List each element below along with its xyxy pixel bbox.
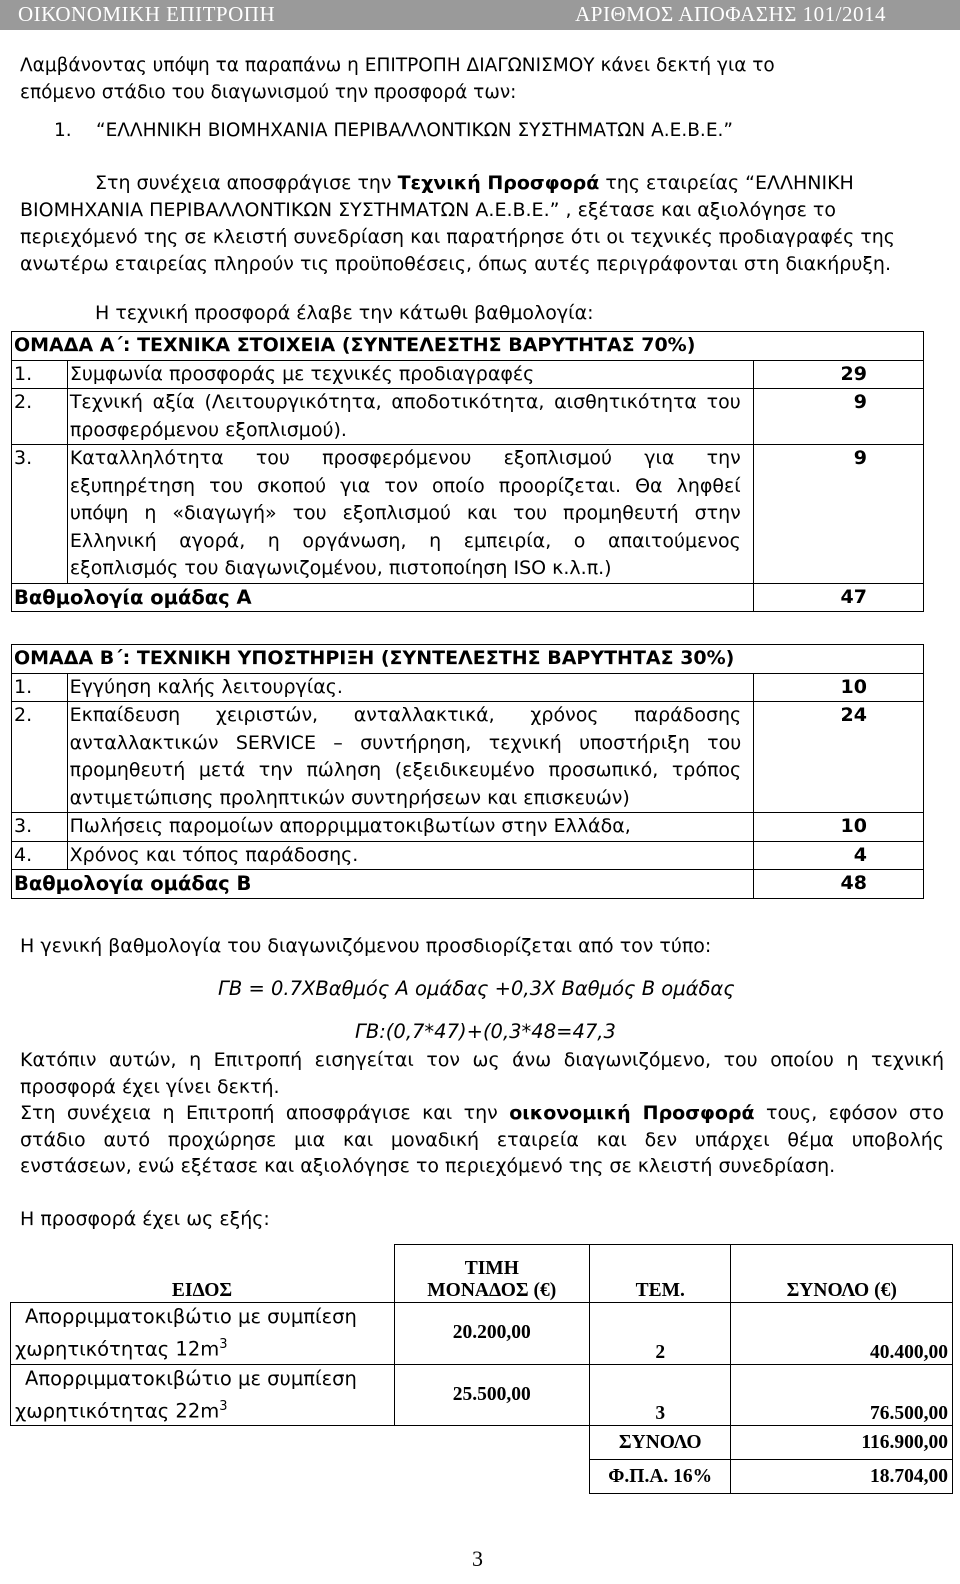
page-header [0, 0, 960, 30]
sum-label: ΣΥΝΟΛΟ [590, 1426, 731, 1460]
quantity: 2 [590, 1303, 731, 1365]
header-decision-number: ΑΡΙΘΜΟΣ ΑΠΟΦΑΣΗΣ 101/2014 [575, 2, 886, 26]
criterion-text [67, 813, 754, 842]
row-number: 1. [12, 360, 68, 389]
financial-offer-bold: οικονομική Προσφορά [509, 1102, 755, 1124]
conclusion-line-4: στάδιο αυτό προχώρησε μια και μοναδική εταιρεία και δεν υπάρχει θέμα υποβολής [20, 1129, 944, 1151]
table-row [11, 1460, 953, 1494]
tech-para-line-4: ανωτέρω εταιρείας πληρούν τις προϋποθέσεις, όπως αυτές περιγράφονται στη διακήρυξη. [20, 253, 891, 275]
group-b-total: 48 [754, 870, 924, 899]
item-line: Απορριμματοκιβώτιο με συμπίεση [25, 1366, 357, 1390]
criterion-score: 4 [754, 841, 924, 870]
table-row [12, 702, 924, 813]
item-line: Απορριμματοκιβώτιο με συμπίεση [25, 1305, 357, 1328]
group-b-title: ΟΜΑΔΑ Β΄: ΤΕΧΝΙΚΗ ΥΠΟΣΤΗΡΙΞΗ (ΣΥΝΤΕΛΕΣΤΗΣ ΒΑΡΥΤΗΤΑΣ 30%) [12, 645, 924, 674]
unit-price: 25.500,00 [394, 1364, 590, 1426]
criterion-line: προμηθευτή μετά την πώληση (εξειδικευμένο προσωπικό, τρόπος [69, 759, 742, 781]
group-a-table [11, 331, 924, 612]
sum-value: 116.900,00 [731, 1426, 953, 1460]
item-description [11, 1303, 395, 1365]
superscript: 3 [219, 1398, 228, 1414]
header-total: ΣΥΝΟΛΟ (€) [731, 1245, 953, 1303]
tech-para-line-2: ΒΙΟΜΗΧΑΝΙΑ ΠΕΡΙΒΑΛΛΟΝΤΙΚΩΝ ΣΥΣΤΗΜΑΤΩΝ Α.Ε.Β.Ε.” , εξέτασε και αξιολόγησε το [20, 199, 836, 221]
criterion-line: Εκπαίδευση χειριστών, ανταλλακτικά, χρόνος παράδοσης [69, 704, 742, 726]
group-a-title: ΟΜΑΔΑ Α΄: ΤΕΧΝΙΚΑ ΣΤΟΙΧΕΙΑ (ΣΥΝΤΕΛΕΣΤΗΣ ΒΑΡΥΤΗΤΑΣ 70%) [12, 332, 924, 361]
table-row [12, 673, 924, 702]
table-row [11, 1245, 953, 1303]
tech-para-line-3: περιεχόμενό της σε κλειστή συνεδρίαση και παρατήρησε ότι οι τεχνικές προδιαγραφές της [20, 226, 895, 248]
criterion-line: Καταλληλότητα του προσφερόμενου εξοπλισμού για την [69, 447, 741, 469]
criterion-line: Χρόνος και τόπος παράδοσης. [69, 843, 359, 866]
criterion-score: 24 [754, 702, 924, 813]
formula-calculation: ΓΒ:(0,7*47)+(0,3*48=47,3 [355, 1020, 616, 1043]
row-number: 2. [12, 702, 68, 813]
group-a-total-label: Βαθμολογία ομάδας Α [12, 583, 754, 612]
criterion-line: εξοπλισμός του διαγωνιζομένου, πιστοποίηση ISO κ.λ.π.) [69, 557, 612, 579]
criterion-line: υπόψη η «διαγωγή» του εξοπλισμού και του προμηθευτή στην [69, 502, 741, 524]
header-item: ΕΙΔΟΣ [11, 1245, 395, 1303]
conclusion-text: Στη συνέχεια η Επιτροπή αποσφράγισε και την [20, 1102, 510, 1124]
table-row [12, 583, 924, 612]
header-unit-price-line: ΤΙΜΗ [464, 1258, 519, 1279]
intro-line-1: Λαμβάνοντας υπόψη τα παραπάνω η ΕΠΙΤΡΟΠΗ ΔΙΑΓΩΝΙΣΜΟΥ κάνει δεκτή για το [20, 55, 775, 76]
table-row [12, 332, 924, 361]
offer-intro: Η προσφορά έχει ως εξής: [20, 1208, 270, 1230]
formula-intro: Η γενική βαθμολογία του διαγωνιζόμενου προσδιορίζεται από τον τύπο: [20, 935, 712, 957]
group-b-total-label: Βαθμολογία ομάδας Β [12, 870, 754, 899]
table-row [12, 813, 924, 842]
list-number: 1. [54, 120, 72, 141]
company-name: “ΕΛΛΗΝΙΚΗ ΒΙΟΜΗΧΑΝΙΑ ΠΕΡΙΒΑΛΛΟΝΤΙΚΩΝ ΣΥΣΤΗΜΑΤΩΝ Α.Ε.Β.Ε.” [96, 120, 733, 141]
item-line: χωρητικότητας 22m [15, 1399, 220, 1422]
table-row [11, 1426, 953, 1460]
item-description [11, 1364, 395, 1426]
row-number: 4. [12, 841, 68, 870]
criterion-line: αντιμετώπισης προληπτικών συντηρήσεων και επισκευών) [69, 786, 630, 809]
criterion-line: προσφερόμενου εξοπλισμού). [69, 418, 347, 441]
criterion-text [67, 673, 754, 702]
table-row [12, 445, 924, 584]
row-number: 1. [12, 673, 68, 702]
criterion-text [67, 445, 753, 584]
quantity: 3 [590, 1364, 731, 1426]
tech-para-text: Στη συνέχεια αποσφράγισε την [95, 172, 398, 194]
row-number: 3. [12, 813, 68, 842]
price-table [10, 1244, 953, 1494]
unit-price: 20.200,00 [394, 1303, 590, 1365]
criterion-score: 9 [753, 389, 923, 445]
group-a-total: 47 [753, 583, 923, 612]
criterion-line: Ελληνική αγορά, η οργάνωση, η εμπειρία, ο απαιτούμενος [69, 529, 741, 552]
header-committee: ΟΙΚΟΝΟΜΙΚΗ ΕΠΙΤΡΟΠΗ [18, 2, 276, 26]
criterion-text [67, 389, 753, 445]
criterion-line: Εγγύηση καλής λειτουργίας. [69, 675, 343, 698]
header-unit-price-line: ΜΟΝΑΔΟΣ (€) [427, 1280, 557, 1301]
table-row [12, 870, 924, 899]
tech-offer-bold: Τεχνική Προσφορά [397, 172, 600, 194]
tech-para-line-1 [95, 172, 854, 194]
line-total: 40.400,00 [731, 1303, 953, 1365]
vat-value: 18.704,00 [731, 1460, 953, 1494]
item-line: χωρητικότητας 12m [15, 1337, 220, 1361]
page-number: 3 [472, 1546, 483, 1571]
conclusion-line-1: Κατόπιν αυτών, η Επιτροπή εισηγείται τον ως άνω διαγωνιζόμενο, του οποίου η τεχνική [20, 1049, 944, 1071]
tech-para-text: της εταιρείας “ΕΛΛΗΝΙΚΗ [599, 172, 854, 194]
table-row [12, 645, 924, 674]
criterion-score: 29 [753, 360, 923, 389]
criterion-text [67, 360, 753, 389]
criterion-line: Πωλήσεις παρομοίων απορριμματοκιβωτίων στην Ελλάδα, [69, 815, 631, 837]
criterion-text [67, 702, 754, 813]
line-total: 76.500,00 [731, 1364, 953, 1426]
criterion-line: Τεχνική αξία (Λειτουργικότητα, αποδοτικότητα, αισθητικότητα του [69, 391, 741, 413]
table-row [12, 360, 924, 389]
criterion-line: ανταλλακτικών SERVICE – συντήρηση, τεχνική υποστήριξη του [69, 731, 742, 754]
row-number: 3. [12, 445, 68, 584]
vat-label: Φ.Π.Α. 16% [590, 1460, 731, 1494]
conclusion-line-3 [20, 1102, 944, 1124]
conclusion-text: τους, εφόσον στο [754, 1102, 944, 1124]
conclusion-line-5: ενστάσεων, ενώ εξέτασε και αξιολόγησε το περιεχόμενό της σε κλειστή συνεδρίαση. [20, 1155, 836, 1177]
criterion-line: εξυπηρέτηση του σκοπού για τον οποίο προορίζεται. Θα ληφθεί [69, 474, 741, 497]
grading-intro: Η τεχνική προσφορά έλαβε την κάτωθι βαθμολογία: [95, 302, 594, 324]
table-row [11, 1303, 953, 1365]
criterion-score: 10 [754, 673, 924, 702]
criterion-line: Συμφωνία προσφοράς με τεχνικές προδιαγραφές [69, 362, 535, 385]
intro-line-2: επόμενο στάδιο του διαγωνισμού την προσφορά των: [20, 82, 517, 103]
table-row [12, 389, 924, 445]
table-row [12, 841, 924, 870]
table-row [11, 1364, 953, 1426]
header-unit-price [394, 1245, 590, 1303]
group-b-table [11, 644, 924, 899]
header-quantity: ΤΕΜ. [590, 1245, 731, 1303]
superscript: 3 [219, 1337, 228, 1352]
row-number: 2. [12, 389, 68, 445]
criterion-score: 10 [754, 813, 924, 842]
formula: ΓΒ = 0.7ΧΒαθμός Α ομάδας +0,3Χ Βαθμός Β ομάδας [218, 977, 735, 1000]
criterion-score: 9 [753, 445, 923, 584]
criterion-text [67, 841, 754, 870]
conclusion-line-2: προσφορά έχει γίνει δεκτή. [20, 1076, 280, 1098]
